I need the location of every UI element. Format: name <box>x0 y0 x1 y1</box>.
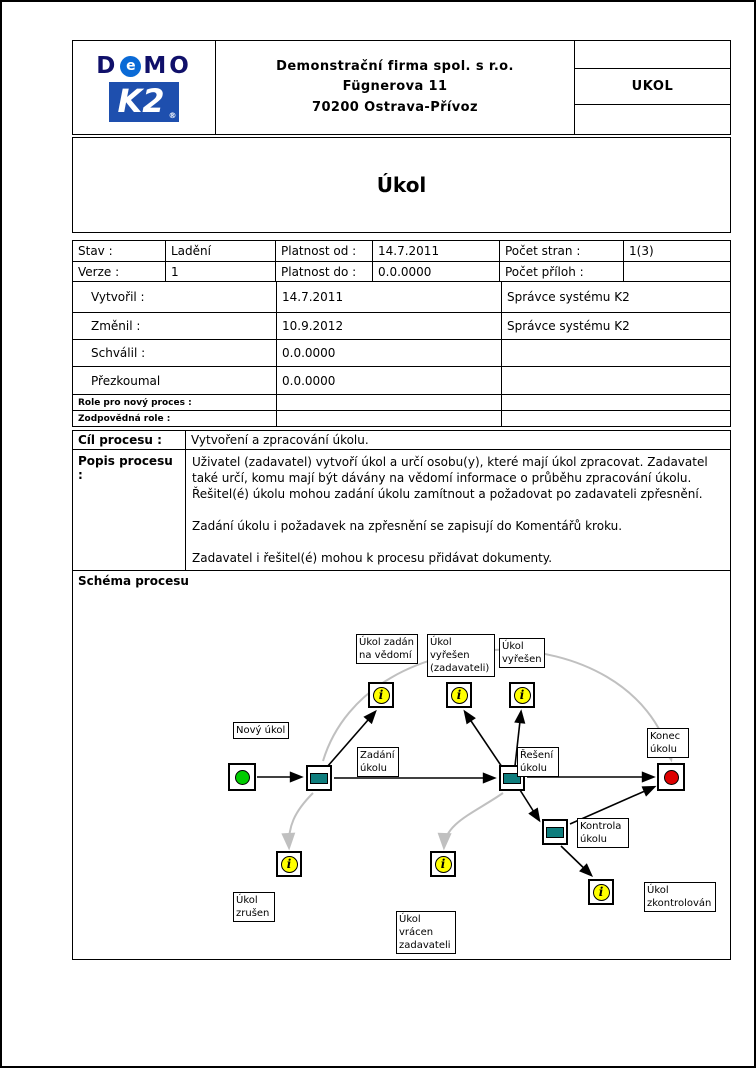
platnost-do-value: 0.0.0000 <box>372 262 499 281</box>
info-node-ukol-zadan <box>368 682 394 708</box>
prezkoumal-date: 0.0.0000 <box>276 367 501 394</box>
prezkoumal-by <box>501 367 730 394</box>
schema-cell <box>73 571 730 959</box>
meta-row-zmenil <box>73 312 730 339</box>
diagram-connectors <box>73 571 730 957</box>
zodpovedna-role-value <box>276 411 501 426</box>
demo-wordmark <box>96 53 192 79</box>
role-novy-proces-label: Role pro nový proces : <box>78 397 192 408</box>
meta-row-verze <box>73 261 730 281</box>
cil-procesu-text: Vytvoření a zpracování úkolu. <box>185 431 730 449</box>
zodpovedna-role-label: Zodpovědná role : <box>78 413 171 424</box>
doc-code-cell <box>574 41 730 134</box>
label-ukol-zadan-na-vedomi: Úkol zadán na vědomí <box>356 634 418 664</box>
popis-paragraph-3: Zadavatel i řešitel(é) mohou k procesu přidávat dokumenty. <box>192 551 553 566</box>
stav-value: Ladění <box>165 241 275 261</box>
schvalil-date: 0.0.0000 <box>276 340 501 366</box>
gray-flow-to-zrusen <box>289 793 313 847</box>
zmenil-label: Změnil : <box>91 319 141 333</box>
zodpovedna-role-extra <box>501 411 730 426</box>
info-icon: i <box>435 856 452 873</box>
company-name: Demonstrační firma spol. s r.o. <box>276 59 514 75</box>
platnost-od-label: Platnost od : <box>275 241 372 261</box>
cil-procesu-row <box>73 431 730 449</box>
info-icon: i <box>451 687 468 704</box>
company-address <box>216 41 574 134</box>
platnost-do-label: Platnost do : <box>275 262 372 281</box>
company-city: 70200 Ostrava-Přívoz <box>312 99 478 115</box>
schema-procesu-label: Schéma procesu <box>78 574 189 589</box>
cil-procesu-label: Cíl procesu : <box>78 433 162 447</box>
zmenil-by: Správce systému K2 <box>501 313 730 339</box>
platnost-od-value: 14.7.2011 <box>372 241 499 261</box>
meta-row-schvalil <box>73 339 730 366</box>
label-konec-ukolu: Konec úkolu <box>647 728 689 758</box>
popis-paragraph-2: Zadání úkolu i požadavek na zpřesnění se zapisují do Komentářů kroku. <box>192 519 623 534</box>
registered-mark: ® <box>168 111 177 120</box>
label-ukol-vracen-zadavateli: Úkol vrácen zadavateli <box>396 911 456 954</box>
prezkoumal-label: Přezkoumal <box>91 373 161 388</box>
popis-procesu-text <box>185 450 730 570</box>
start-circle-icon <box>235 770 250 785</box>
document-header <box>72 40 731 135</box>
k2-demo-logo <box>73 41 216 134</box>
info-icon: i <box>281 856 298 873</box>
logo-letters-mo: MO <box>143 53 192 79</box>
label-novy-ukol: Nový úkol <box>233 722 289 739</box>
role-novy-proces-extra <box>501 395 730 410</box>
step-node-zadani-ukolu <box>306 765 332 791</box>
pocet-priloh-value <box>623 262 730 281</box>
info-icon: i <box>514 687 531 704</box>
info-node-ukol-vyresen-zadavateli <box>446 682 472 708</box>
label-reseni-ukolu: Řešení úkolu <box>517 747 559 777</box>
gray-flow-to-vracen <box>444 793 503 847</box>
meta-row-role <box>73 394 730 410</box>
step-node-kontrola-ukolu <box>542 819 568 845</box>
info-node-ukol-zkontrolovan <box>588 879 614 905</box>
info-node-ukol-vracen <box>430 851 456 877</box>
schema-procesu-row <box>73 570 730 959</box>
vytvoril-by: Správce systému K2 <box>501 282 730 312</box>
popis-procesu-label: Popis procesu : <box>78 454 173 482</box>
pocet-stran-label: Počet stran : <box>499 241 623 261</box>
page-title: Úkol <box>72 137 731 233</box>
end-circle-icon <box>664 770 679 785</box>
step-icon <box>310 773 328 784</box>
label-zadani-ukolu: Zadání úkolu <box>357 747 399 777</box>
vytvoril-date: 14.7.2011 <box>276 282 501 312</box>
doc-code-empty-top <box>575 41 730 69</box>
label-ukol-vyresen-zadavateli: Úkol vyřešen (zadavateli) <box>427 634 495 677</box>
process-diagram <box>73 571 730 957</box>
process-table <box>72 430 731 960</box>
schvalil-label: Schválil : <box>91 346 146 360</box>
schvalil-by <box>501 340 730 366</box>
k2-logo <box>109 82 178 122</box>
pocet-stran-value: 1(3) <box>623 241 730 261</box>
arrow-kontrola-to-zkontrolovan-info <box>561 846 591 875</box>
label-kontrola-ukolu: Kontrola úkolu <box>577 818 629 848</box>
info-icon: i <box>593 884 610 901</box>
pocet-priloh-label: Počet příloh : <box>499 262 623 281</box>
meta-row-stav <box>73 241 730 261</box>
label-ukol-zrusen: Úkol zrušen <box>233 892 275 922</box>
verze-value: 1 <box>165 262 275 281</box>
k2-logo-text: K2 <box>117 82 165 120</box>
logo-letter-d: D <box>96 53 119 79</box>
role-novy-proces-value <box>276 395 501 410</box>
info-node-ukol-zrusen <box>276 851 302 877</box>
meta-row-prezkoumal <box>73 366 730 394</box>
popis-procesu-row <box>73 449 730 570</box>
info-node-ukol-vyresen <box>509 682 535 708</box>
label-ukol-vyresen: Úkol vyřešen <box>499 638 545 668</box>
company-street: Fügnerova 11 <box>342 79 448 95</box>
end-node <box>657 763 685 791</box>
meta-row-vytvoril <box>73 281 730 312</box>
arrow-reseni-to-vyresen-zadavateli-info <box>465 712 502 767</box>
start-node <box>228 763 256 791</box>
logo-e-ball-icon: e <box>120 56 141 77</box>
arrow-reseni-to-kontrola <box>520 790 539 820</box>
doc-code-empty-bottom <box>575 105 730 134</box>
document-content <box>72 40 731 960</box>
doc-code: UKOL <box>575 69 730 105</box>
meta-row-zodpovedna <box>73 410 730 426</box>
meta-table <box>72 240 731 427</box>
vytvoril-label: Vytvořil : <box>91 290 145 304</box>
info-icon: i <box>373 687 390 704</box>
verze-label: Verze : <box>78 264 120 279</box>
popis-paragraph-1: Uživatel (zadavatel) vytvoří úkol a určí osobu(y), které mají úkol zpracovat. Zadavatel také určí, komu mají být dávány na vědomí informace o průběhu zpracování úkolu. Řešitel(é) úkolu mohou zadání úkolu zamítnout a požadovat po zadavateli zpřesnění. <box>192 455 708 502</box>
label-ukol-zkontrolovan: Úkol zkontrolován <box>644 882 716 912</box>
stav-label: Stav : <box>78 244 113 258</box>
zmenil-date: 10.9.2012 <box>276 313 501 339</box>
step-icon <box>546 827 564 838</box>
